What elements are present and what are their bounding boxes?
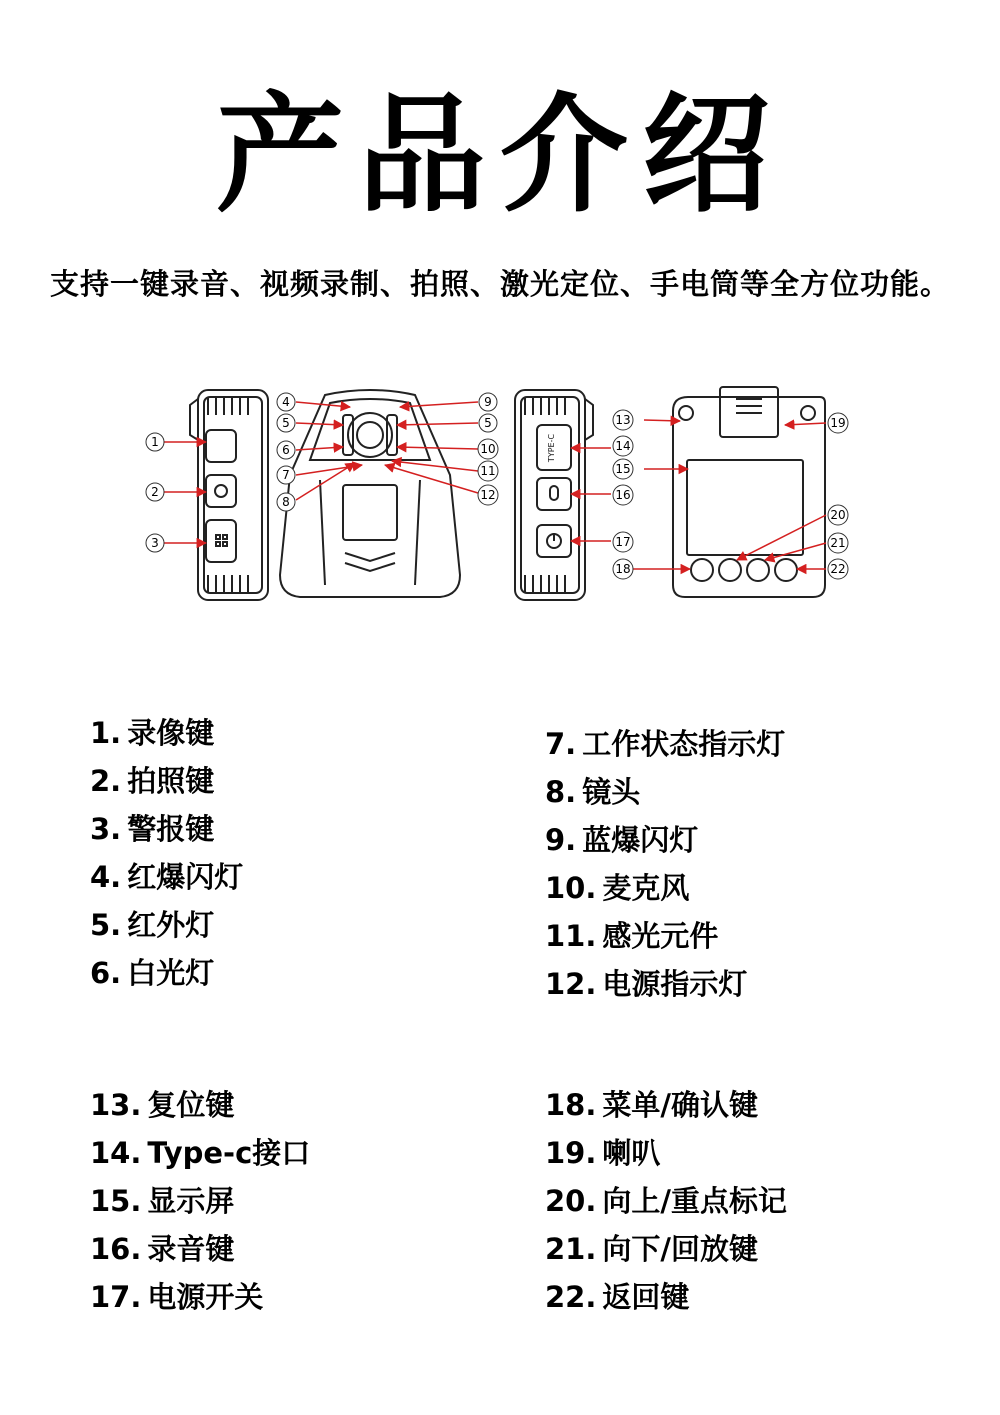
callout-11: [478, 461, 498, 481]
svg-text:16: 16: [615, 488, 631, 502]
list-item: 13. 复位键: [90, 1088, 235, 1122]
list-item: 21. 向下/回放键: [545, 1232, 758, 1266]
callout-15: [613, 459, 633, 479]
svg-text:18: 18: [615, 562, 631, 576]
callout-8: [277, 493, 295, 511]
svg-text:17: 17: [615, 535, 631, 549]
svg-text:4: 4: [282, 395, 290, 409]
svg-text:13: 13: [615, 413, 631, 427]
svg-text:11: 11: [480, 464, 496, 478]
callout-5-left: [277, 414, 295, 432]
device-diagram: [130, 385, 860, 610]
svg-text:7: 7: [282, 468, 290, 482]
page-title: 产品介绍: [215, 81, 784, 230]
list-item: 14. Type-c接口: [90, 1136, 311, 1170]
callout-4: [277, 393, 295, 411]
svg-text:15: 15: [615, 462, 631, 476]
callout-numbers: [146, 393, 848, 579]
callout-21: [828, 533, 848, 553]
svg-text:3: 3: [151, 536, 159, 550]
callout-16: [613, 485, 633, 505]
callout-10: [478, 439, 498, 459]
list-item: 5. 红外灯: [90, 908, 215, 942]
list-item: 1. 录像键: [90, 716, 215, 750]
callout-19: [828, 413, 848, 433]
device-left-side-view: [190, 390, 268, 600]
list-item: 4. 红爆闪灯: [90, 860, 244, 894]
callout-5-right: [479, 414, 497, 432]
callout-17: [613, 532, 633, 552]
callout-18: [613, 559, 633, 579]
callout-6: [277, 441, 295, 459]
list-item: 7. 工作状态指示灯: [545, 727, 786, 761]
callout-12: [478, 485, 498, 505]
list-item: 2. 拍照键: [90, 764, 215, 798]
svg-text:10: 10: [480, 442, 496, 456]
feature-list-2: [545, 720, 785, 1008]
feature-list-4: [545, 1081, 787, 1321]
callout-22: [828, 559, 848, 579]
svg-text:14: 14: [615, 439, 631, 453]
type-c-label: TYPE-C: [547, 433, 556, 463]
callout-3: [146, 534, 164, 552]
callout-13: [613, 410, 633, 430]
svg-text:22: 22: [830, 562, 846, 576]
svg-text:12: 12: [480, 488, 496, 502]
list-item: 3. 警报键: [90, 812, 215, 846]
callout-14: [613, 436, 633, 456]
svg-text:20: 20: [830, 508, 846, 522]
list-item: 18. 菜单/确认键: [545, 1088, 758, 1122]
svg-text:6: 6: [282, 443, 290, 457]
callout-2: [146, 483, 164, 501]
svg-text:9: 9: [484, 395, 492, 409]
feature-list-1: [90, 709, 243, 997]
callout-7: [277, 466, 295, 484]
list-item: 20. 向上/重点标记: [545, 1184, 787, 1218]
svg-text:19: 19: [830, 416, 846, 430]
svg-text:1: 1: [151, 435, 159, 449]
list-item: 17. 电源开关: [90, 1280, 264, 1314]
list-item: 19. 喇叭: [545, 1136, 661, 1170]
list-item: 8. 镜头: [545, 775, 641, 809]
list-item: 15. 显示屏: [90, 1184, 235, 1218]
feature-list-3: [90, 1081, 310, 1321]
device-right-side-view: [515, 390, 593, 600]
list-item: 11. 感光元件: [545, 919, 719, 953]
svg-text:2: 2: [151, 485, 159, 499]
list-item: 22. 返回键: [545, 1280, 690, 1314]
svg-text:21: 21: [830, 536, 846, 550]
svg-text:5: 5: [282, 416, 290, 430]
callout-20: [828, 505, 848, 525]
list-item: 16. 录音键: [90, 1232, 235, 1266]
list-item: 6. 白光灯: [90, 956, 215, 990]
callout-1: [146, 433, 164, 451]
device-back-view: [673, 387, 825, 597]
svg-text:8: 8: [282, 495, 290, 509]
list-item: 9. 蓝爆闪灯: [545, 823, 699, 857]
list-item: 12. 电源指示灯: [545, 967, 748, 1001]
list-item: 10. 麦克风: [545, 871, 690, 905]
page-subtitle: 支持一键录音、视频录制、拍照、激光定位、手电筒等全方位功能。: [49, 267, 950, 301]
svg-text:5: 5: [484, 416, 492, 430]
callout-9: [479, 393, 497, 411]
